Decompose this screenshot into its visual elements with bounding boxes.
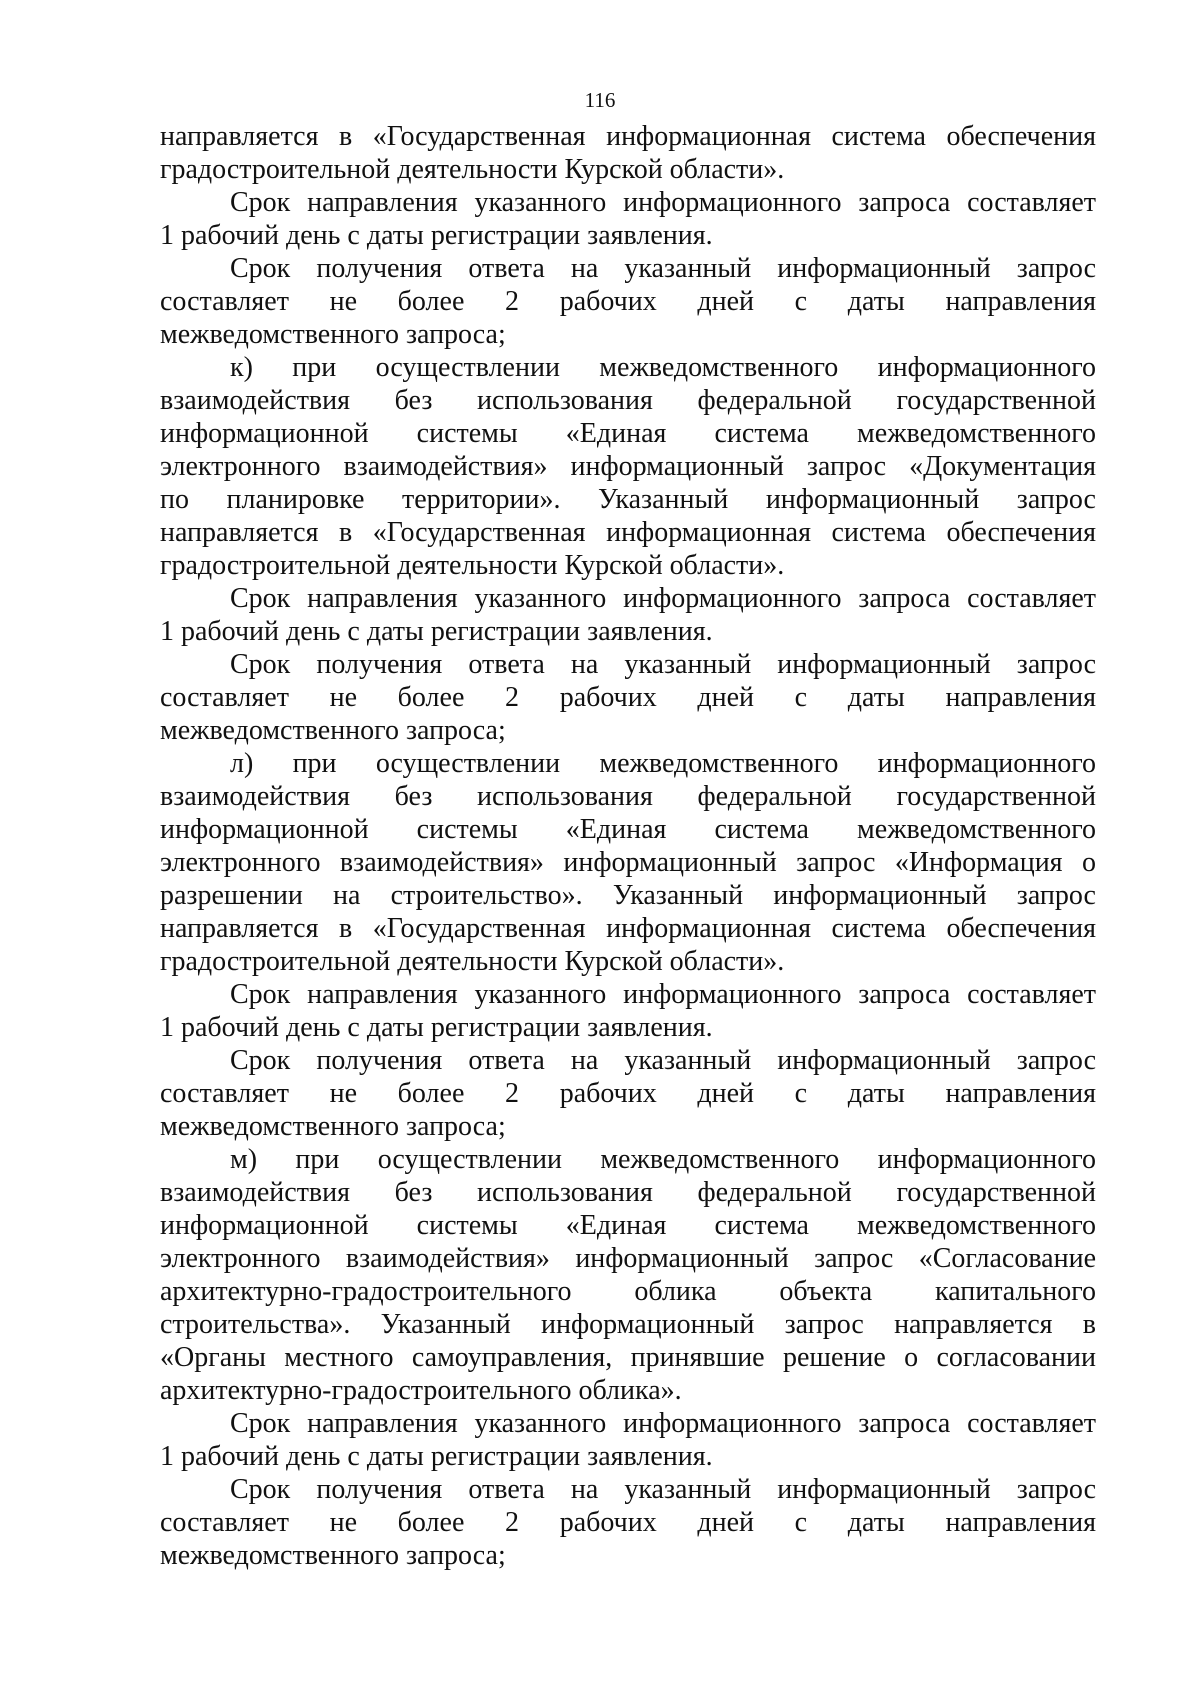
text-line: информационной системы «Единая система межведомственного <box>160 1210 1096 1241</box>
text-line: взаимодействия без использования федеральной государственной <box>160 385 1096 416</box>
text-line: Срок получения ответа на указанный информационный запрос <box>230 253 1096 284</box>
text-line: составляет не более 2 рабочих дней с даты направления <box>160 1507 1096 1538</box>
text-line: Срок направления указанного информационного запроса составляет <box>230 979 1096 1010</box>
text-line: градостроительной деятельности Курской области». <box>160 946 785 977</box>
document-body <box>160 120 1096 1572</box>
text-line: составляет не более 2 рабочих дней с даты направления <box>160 286 1096 317</box>
text-line: Срок получения ответа на указанный информационный запрос <box>230 649 1096 680</box>
text-line: взаимодействия без использования федеральной государственной <box>160 781 1096 812</box>
text-line: Срок получения ответа на указанный информационный запрос <box>230 1474 1096 1505</box>
paragraph <box>160 186 1096 252</box>
paragraph <box>160 747 1096 978</box>
text-line: Срок направления указанного информационного запроса составляет <box>230 1408 1096 1439</box>
text-line: л) при осуществлении межведомственного информационного <box>230 748 1096 779</box>
paragraph <box>160 1407 1096 1473</box>
paragraph <box>160 648 1096 747</box>
paragraph <box>160 582 1096 648</box>
text-line: архитектурно-градостроительного облика». <box>160 1375 682 1406</box>
text-line: 1 рабочий день с даты регистрации заявления. <box>160 1441 713 1472</box>
text-line: взаимодействия без использования федеральной государственной <box>160 1177 1096 1208</box>
text-line: информационной системы «Единая система межведомственного <box>160 814 1096 845</box>
paragraph <box>160 1143 1096 1407</box>
text-line: межведомственного запроса; <box>160 715 506 746</box>
text-line: межведомственного запроса; <box>160 319 506 350</box>
paragraph <box>160 120 1096 186</box>
text-line: Срок направления указанного информационного запроса составляет <box>230 187 1096 218</box>
text-line: направляется в «Государственная информационная система обеспечения <box>160 913 1096 944</box>
text-line: Срок направления указанного информационного запроса составляет <box>230 583 1096 614</box>
text-line: составляет не более 2 рабочих дней с даты направления <box>160 1078 1096 1109</box>
text-line: электронного взаимодействия» информационный запрос «Информация о <box>160 847 1096 878</box>
text-line: информационной системы «Единая система межведомственного <box>160 418 1096 449</box>
paragraph <box>160 252 1096 351</box>
text-line: 1 рабочий день с даты регистрации заявления. <box>160 1012 713 1043</box>
paragraph <box>160 978 1096 1044</box>
text-line: по планировке территории». Указанный информационный запрос <box>160 484 1096 515</box>
text-line: межведомственного запроса; <box>160 1111 506 1142</box>
text-line: градостроительной деятельности Курской области». <box>160 154 785 185</box>
text-line: «Органы местного самоуправления, принявшие решение о согласовании <box>160 1342 1096 1373</box>
page-number: 116 <box>584 88 616 112</box>
paragraph <box>160 1473 1096 1572</box>
text-line: направляется в «Государственная информационная система обеспечения <box>160 517 1096 548</box>
text-line: Срок получения ответа на указанный информационный запрос <box>230 1045 1096 1076</box>
text-line: 1 рабочий день с даты регистрации заявления. <box>160 220 713 251</box>
text-line: градостроительной деятельности Курской области». <box>160 550 785 581</box>
text-line: строительства». Указанный информационный запрос направляется в <box>160 1309 1096 1340</box>
text-line: электронного взаимодействия» информационный запрос «Согласование <box>160 1243 1096 1274</box>
paragraph <box>160 1044 1096 1143</box>
text-line: м) при осуществлении межведомственного информационного <box>230 1144 1096 1175</box>
text-line: 1 рабочий день с даты регистрации заявления. <box>160 616 713 647</box>
paragraph <box>160 351 1096 582</box>
text-line: межведомственного запроса; <box>160 1540 506 1571</box>
text-line: составляет не более 2 рабочих дней с даты направления <box>160 682 1096 713</box>
text-line: направляется в «Государственная информационная система обеспечения <box>160 121 1096 152</box>
text-line: электронного взаимодействия» информационный запрос «Документация <box>160 451 1096 482</box>
text-line: архитектурно-градостроительного облика объекта капитального <box>160 1276 1096 1307</box>
text-line: к) при осуществлении межведомственного информационного <box>230 352 1096 383</box>
text-line: разрешении на строительство». Указанный информационный запрос <box>160 880 1096 911</box>
